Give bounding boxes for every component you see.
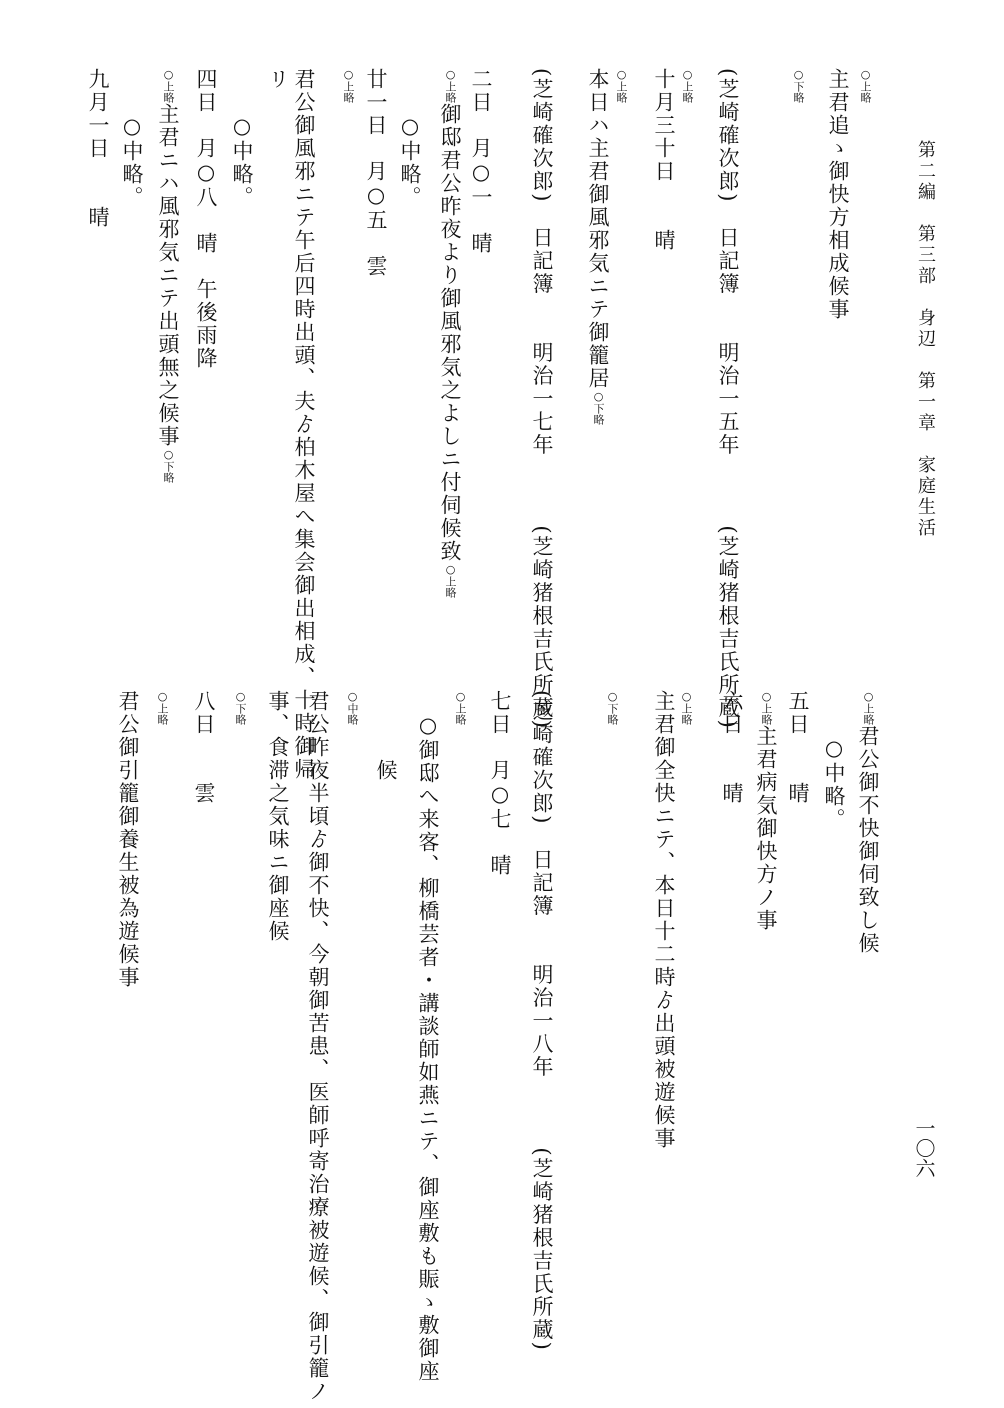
date-line: 四日 月○八 晴 午後雨降 — [194, 68, 218, 370]
annotation: ○上略 — [342, 68, 355, 103]
annotation: ○上略 — [680, 690, 693, 725]
annotation: ○上略 — [454, 690, 467, 725]
annotation: ○上略 — [156, 690, 169, 725]
omission-mark: ○中略。 — [120, 68, 144, 209]
annotation: ○下略 — [234, 690, 247, 725]
text-column: ○上略御邸君公昨夜より御風邪気之よしニ付伺候致○上略 — [438, 68, 462, 598]
text-column: 候 — [374, 690, 398, 782]
source-title: (芝崎確次郎) 日記簿 明治一五年 (芝崎猪根吉氏所蔵) — [716, 68, 740, 730]
date-line: 五日 晴 — [786, 690, 810, 805]
omission-mark: ○中略。 — [822, 690, 846, 831]
text-column: 君公御引籠御養生被為遊候事 — [116, 690, 140, 989]
text-column: 本日ハ主君御風邪気ニテ御籠居○下略 — [586, 68, 610, 425]
date-line: 廿一日 月○五 雲 — [364, 68, 388, 278]
running-header: 第二編 第三部 身辺 第一章 家庭生活 — [915, 140, 936, 539]
text-column: ○上略君公御不快御伺致し候 — [856, 690, 880, 955]
text-column: ○上略主君ニハ風邪気ニテ出頭無之候事○下略 — [156, 68, 180, 483]
annotation: ○中略 — [346, 690, 359, 725]
text-column: ○上略主君病気御快方ノ事 — [754, 690, 778, 932]
text-column: リ — [266, 68, 290, 91]
date-line: 八日 雲 — [192, 690, 216, 805]
text-column: 君公御風邪ニテ午后四時出頭、夫ゟ柏木屋へ集会御出相成、十時御帰 — [292, 68, 316, 781]
annotation: ○下略 — [606, 690, 619, 725]
date-line: 十月三十日 晴 — [652, 68, 676, 252]
text-column: 事、食滞之気味ニ御座候 — [266, 690, 290, 943]
text-column: 君公昨夜半頃ゟ御不快、今朝御苦患、医師呼寄治療被遊候、御引籠ノ — [306, 690, 330, 1403]
text-column: ○御邸へ来客、柳橋芸者・講談師如燕ニテ、御座敷も賑ゝ敷御座 — [416, 690, 440, 1383]
page-number: 一〇六 — [912, 1118, 936, 1178]
date-line: 九月一日 晴 — [86, 68, 110, 229]
text-column: 主君御全快ニテ、本日十二時ゟ出頭被遊候事 — [652, 690, 676, 1150]
date-line: 六日 晴 — [720, 690, 744, 805]
source-title: (芝崎確次郎) 日記簿 明治一七年 (芝崎猪根吉氏所蔵) — [530, 68, 554, 730]
omission-mark: ○中略。 — [398, 68, 422, 209]
date-line: 二日 月○一 晴 — [469, 68, 493, 255]
source-title: (芝崎確次郎) 日記簿 明治一八年 (芝崎猪根吉氏所蔵) — [530, 690, 554, 1352]
annotation: ○上略 — [859, 68, 872, 103]
date-line: 七日 月○七 晴 — [488, 690, 512, 877]
omission-mark: ○中略。 — [230, 68, 254, 209]
text-column: 主君追ゝ御快方相成候事 — [826, 68, 850, 321]
annotation: ○上略 — [681, 68, 694, 103]
annotation: ○上略 — [615, 68, 628, 103]
annotation: ○下略 — [792, 68, 805, 103]
